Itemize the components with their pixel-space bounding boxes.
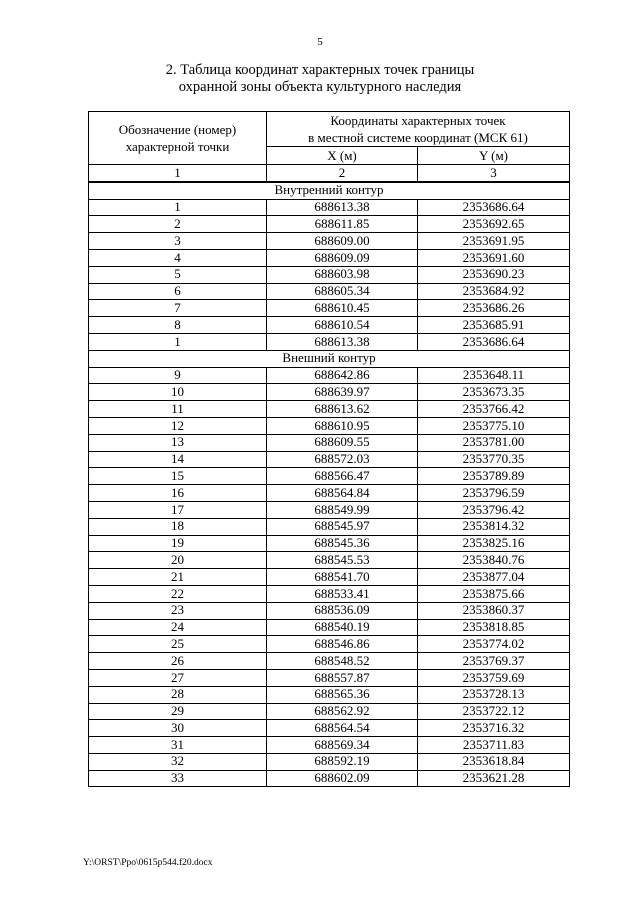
y-coordinate-cell: 2353621.28 [418,770,570,787]
title-line-2: охранной зоны объекта культурного наследия [178,79,462,95]
x-coordinate-cell: 688540.19 [267,619,418,636]
point-number-cell: 9 [89,367,267,384]
y-coordinate-cell: 2353722.12 [418,703,570,720]
x-coordinate-cell: 688605.34 [267,283,418,300]
y-coordinate-cell: 2353648.11 [418,367,570,384]
table-row [89,401,570,418]
y-column-header: Y (м) [418,147,570,165]
point-number-cell: 33 [89,770,267,787]
point-number-cell: 8 [89,317,267,334]
table-row [89,333,570,350]
y-coordinate-cell: 2353775.10 [418,417,570,434]
table-row [89,669,570,686]
table-row [89,636,570,653]
title-line-1: 2. Таблица координат характерных точек границы [165,62,475,78]
section-title: Внешний контур [89,350,570,367]
y-coordinate-cell: 2353691.95 [418,233,570,250]
table-row [89,686,570,703]
y-coordinate-cell: 2353796.42 [418,501,570,518]
point-number-cell: 1 [89,333,267,350]
document-title [0,62,640,96]
point-number-cell: 5 [89,266,267,283]
x-coordinate-cell: 688613.38 [267,333,418,350]
y-coordinate-cell: 2353774.02 [418,636,570,653]
table-row [89,501,570,518]
y-coordinate-cell: 2353818.85 [418,619,570,636]
x-coordinate-cell: 688603.98 [267,266,418,283]
x-coordinate-cell: 688546.86 [267,636,418,653]
y-coordinate-cell: 2353769.37 [418,653,570,670]
x-coordinate-cell: 688610.45 [267,300,418,317]
table-row [89,535,570,552]
point-number-cell: 32 [89,753,267,770]
table-row [89,518,570,535]
table-row [89,300,570,317]
point-number-cell: 22 [89,585,267,602]
x-coordinate-cell: 688609.55 [267,434,418,451]
table-row [89,720,570,737]
column-number-row [89,165,570,182]
point-number-cell: 4 [89,249,267,266]
table-row [89,770,570,787]
y-coordinate-cell: 2353825.16 [418,535,570,552]
x-column-header: X (м) [267,147,418,165]
table-row [89,485,570,502]
point-number-cell: 13 [89,434,267,451]
coordinates-header [267,112,570,147]
x-coordinate-cell: 688610.95 [267,417,418,434]
point-header-line-1: Обозначение (номер) [118,122,237,137]
y-coordinate-cell: 2353781.00 [418,434,570,451]
table-row [89,367,570,384]
coords-header-line-2: в местной системе координат (МСК 61) [308,130,528,145]
point-number-cell: 10 [89,384,267,401]
y-coordinate-cell: 2353692.65 [418,216,570,233]
x-coordinate-cell: 688592.19 [267,753,418,770]
point-number-cell: 24 [89,619,267,636]
header-row-1 [89,112,570,147]
file-path-footer: Y:\ORST\Ppo\0615p544.f20.docx [83,858,213,868]
y-coordinate-cell: 2353685.91 [418,317,570,334]
section-row [89,350,570,367]
table-row [89,249,570,266]
table-row [89,317,570,334]
point-number-cell: 14 [89,451,267,468]
x-coordinate-cell: 688545.36 [267,535,418,552]
y-coordinate-cell: 2353814.32 [418,518,570,535]
x-coordinate-cell: 688541.70 [267,569,418,586]
y-coordinate-cell: 2353796.59 [418,485,570,502]
table-row [89,585,570,602]
point-number-cell: 15 [89,468,267,485]
y-coordinate-cell: 2353789.89 [418,468,570,485]
y-coordinate-cell: 2353728.13 [418,686,570,703]
x-coordinate-cell: 688642.86 [267,367,418,384]
table-row [89,703,570,720]
x-coordinate-cell: 688610.54 [267,317,418,334]
point-number-cell: 19 [89,535,267,552]
coordinates-table [88,111,570,787]
y-coordinate-cell: 2353840.76 [418,552,570,569]
x-coordinate-cell: 688564.54 [267,720,418,737]
x-coordinate-cell: 688533.41 [267,585,418,602]
column-number: 1 [89,165,267,182]
x-coordinate-cell: 688566.47 [267,468,418,485]
table-row [89,619,570,636]
table-row [89,468,570,485]
table-row [89,552,570,569]
section-row [89,182,570,199]
table-row [89,384,570,401]
y-coordinate-cell: 2353673.35 [418,384,570,401]
point-number-cell: 28 [89,686,267,703]
table-row [89,753,570,770]
y-coordinate-cell: 2353690.23 [418,266,570,283]
point-number-cell: 3 [89,233,267,250]
table-row [89,233,570,250]
point-number-cell: 20 [89,552,267,569]
x-coordinate-cell: 688609.09 [267,249,418,266]
x-coordinate-cell: 688572.03 [267,451,418,468]
y-coordinate-cell: 2353618.84 [418,753,570,770]
point-number-cell: 1 [89,199,267,216]
point-number-cell: 27 [89,669,267,686]
point-number-cell: 25 [89,636,267,653]
table-row [89,266,570,283]
x-coordinate-cell: 688613.38 [267,199,418,216]
point-number-cell: 11 [89,401,267,418]
table-row [89,417,570,434]
y-coordinate-cell: 2353875.66 [418,585,570,602]
y-coordinate-cell: 2353877.04 [418,569,570,586]
x-coordinate-cell: 688565.36 [267,686,418,703]
column-number: 2 [267,165,418,182]
point-number-cell: 30 [89,720,267,737]
page-number: 5 [317,36,323,48]
table-row [89,602,570,619]
x-coordinate-cell: 688548.52 [267,653,418,670]
x-coordinate-cell: 688569.34 [267,737,418,754]
table-row [89,451,570,468]
table-row [89,569,570,586]
table-row [89,216,570,233]
table-body [89,112,570,787]
y-coordinate-cell: 2353766.42 [418,401,570,418]
point-number-cell: 18 [89,518,267,535]
y-coordinate-cell: 2353684.92 [418,283,570,300]
table-row [89,737,570,754]
x-coordinate-cell: 688564.84 [267,485,418,502]
y-coordinate-cell: 2353686.64 [418,333,570,350]
x-coordinate-cell: 688562.92 [267,703,418,720]
point-number-cell: 12 [89,417,267,434]
table-row [89,434,570,451]
point-number-cell: 7 [89,300,267,317]
y-coordinate-cell: 2353860.37 [418,602,570,619]
x-coordinate-cell: 688536.09 [267,602,418,619]
x-coordinate-cell: 688557.87 [267,669,418,686]
point-number-cell: 2 [89,216,267,233]
x-coordinate-cell: 688639.97 [267,384,418,401]
y-coordinate-cell: 2353686.64 [418,199,570,216]
x-coordinate-cell: 688611.85 [267,216,418,233]
point-number-cell: 29 [89,703,267,720]
x-coordinate-cell: 688613.62 [267,401,418,418]
x-coordinate-cell: 688602.09 [267,770,418,787]
y-coordinate-cell: 2353711.83 [418,737,570,754]
point-number-cell: 6 [89,283,267,300]
point-number-cell: 17 [89,501,267,518]
y-coordinate-cell: 2353759.69 [418,669,570,686]
table-row [89,199,570,216]
x-coordinate-cell: 688609.00 [267,233,418,250]
point-number-cell: 26 [89,653,267,670]
y-coordinate-cell: 2353716.32 [418,720,570,737]
point-number-cell: 23 [89,602,267,619]
x-coordinate-cell: 688545.97 [267,518,418,535]
column-number: 3 [418,165,570,182]
x-coordinate-cell: 688545.53 [267,552,418,569]
coords-header-line-1: Координаты характерных точек [330,113,506,128]
point-number-cell: 21 [89,569,267,586]
section-title: Внутренний контур [89,182,570,199]
point-number-cell: 16 [89,485,267,502]
point-designation-header [89,112,267,165]
y-coordinate-cell: 2353770.35 [418,451,570,468]
point-number-cell: 31 [89,737,267,754]
table-row [89,283,570,300]
table-row [89,653,570,670]
x-coordinate-cell: 688549.99 [267,501,418,518]
point-header-line-2: характерной точки [125,139,230,154]
y-coordinate-cell: 2353691.60 [418,249,570,266]
y-coordinate-cell: 2353686.26 [418,300,570,317]
